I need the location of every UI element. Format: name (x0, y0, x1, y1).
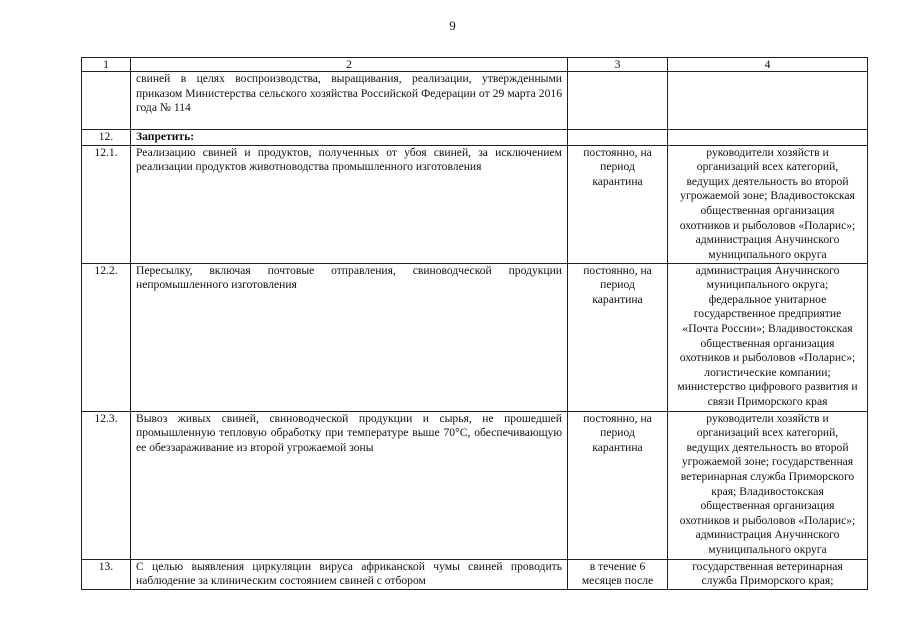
document-table (81, 57, 868, 590)
responsible-line: служба Приморского края; (701, 574, 834, 588)
responsible-line: охотников и рыболовов «Поларис»; (679, 351, 856, 365)
header-col-1: 1 (82, 58, 131, 72)
responsible-line: угрожаемой зоне; Владивостокская (680, 189, 855, 203)
row-number: 12.2. (82, 263, 131, 411)
row-number: 12. (82, 130, 131, 146)
responsible-line: муниципального округа; (706, 278, 829, 292)
table-row-continuation (82, 72, 868, 130)
row-number: 13. (82, 559, 131, 589)
term-line: постоянно, на (583, 145, 652, 159)
term-line: период (600, 160, 635, 174)
responsible-line: общественная организация (700, 336, 835, 350)
term-line: период (600, 278, 635, 292)
responsible-line: общественная организация (700, 203, 835, 217)
row-term (568, 145, 668, 263)
responsible-line: руководители хозяйств и (706, 145, 829, 159)
table-row-12-3 (82, 411, 868, 559)
term-line: в течение 6 (589, 559, 646, 573)
row-text: свиней в целях воспроизводства, выращивания, реализации, утвержденными приказом Министерства сельского хозяйства Российской Федерации от 29 марта 2016 года № 114 (131, 72, 568, 130)
row-responsible (668, 263, 868, 411)
page-number: 9 (449, 18, 456, 33)
row-responsible (668, 130, 868, 146)
responsible-line: государственное предприятие (693, 307, 842, 321)
table-row-13 (82, 559, 868, 589)
row-term (568, 559, 668, 589)
responsible-line: края; Владивостокская (711, 484, 824, 498)
table-row-12-1 (82, 145, 868, 263)
responsible-line: администрация Анучинского (695, 528, 840, 542)
row-term (568, 263, 668, 411)
responsible-line: ведущих деятельность во второй (686, 174, 849, 188)
table-row-12-2 (82, 263, 868, 411)
responsible-line: ветеринарная служба Приморского (680, 469, 855, 483)
term-line: постоянно, на (583, 411, 652, 425)
term-line: карантина (592, 174, 643, 188)
responsible-line: организаций всех категорий, (696, 160, 839, 174)
row-responsible (668, 559, 868, 589)
row-responsible (668, 411, 868, 559)
responsible-line: администрация Анучинского (695, 263, 840, 277)
term-line: карантина (592, 292, 643, 306)
responsible-line: министерство цифрового развития и (677, 380, 858, 394)
row-text: С целью выявления циркуляции вируса африканской чумы свиней проводить наблюдение за клиническим состоянием свиней с отбором (131, 559, 568, 589)
responsible-line: охотников и рыболовов «Поларис»; (679, 513, 856, 527)
responsible-line: связи Приморского края (707, 394, 828, 408)
responsible-line: организаций всех категорий, (696, 426, 839, 440)
row-number (82, 72, 131, 130)
term-line: карантина (592, 440, 643, 454)
responsible-line: общественная организация (700, 499, 835, 513)
header-col-4: 4 (668, 58, 868, 72)
term-line: период (600, 426, 635, 440)
responsible-line: государственная ветеринарная (692, 559, 843, 573)
row-text: Вывоз живых свиней, свиноводческой продукции и сырья, не прошедшей промышленную тепловую обработку при температуре выше 70°С, обеспечивающую ее обеззараживание из второй угрожаемой зоны (131, 411, 568, 559)
responsible-line: руководители хозяйств и (706, 411, 829, 425)
table-header-row (82, 58, 868, 72)
responsible-line: ведущих деятельность во второй (686, 440, 849, 454)
responsible-line: угрожаемой зоне; государственная (681, 455, 854, 469)
header-col-2: 2 (131, 58, 568, 72)
section-title: Запретить: (131, 130, 568, 146)
responsible-line: логистические компании; (704, 365, 831, 379)
row-text: Пересылку, включая почтовые отправления, свиноводческой продукции непромышленного изготовления (131, 263, 568, 411)
row-term (568, 411, 668, 559)
row-number: 12.1. (82, 145, 131, 263)
responsible-line: охотников и рыболовов «Поларис»; (679, 218, 856, 232)
table-row-section-12 (82, 130, 868, 146)
row-responsible (668, 145, 868, 263)
responsible-line: администрация Анучинского (695, 233, 840, 247)
row-term (568, 130, 668, 146)
row-term (568, 72, 668, 130)
row-number: 12.3. (82, 411, 131, 559)
term-line: месяцев после (581, 574, 654, 588)
responsible-line: муниципального округа (708, 247, 827, 261)
row-responsible (668, 72, 868, 130)
responsible-line: муниципального округа (708, 542, 827, 556)
responsible-line: «Почта России»; Владивостокская (682, 321, 853, 335)
term-line: постоянно, на (583, 263, 652, 277)
row-text: Реализацию свиней и продуктов, полученных от убоя свиней, за исключением реализации продуктов животноводства промышленного изготовления (131, 145, 568, 263)
header-col-3: 3 (568, 58, 668, 72)
responsible-line: федеральное унитарное (708, 292, 827, 306)
